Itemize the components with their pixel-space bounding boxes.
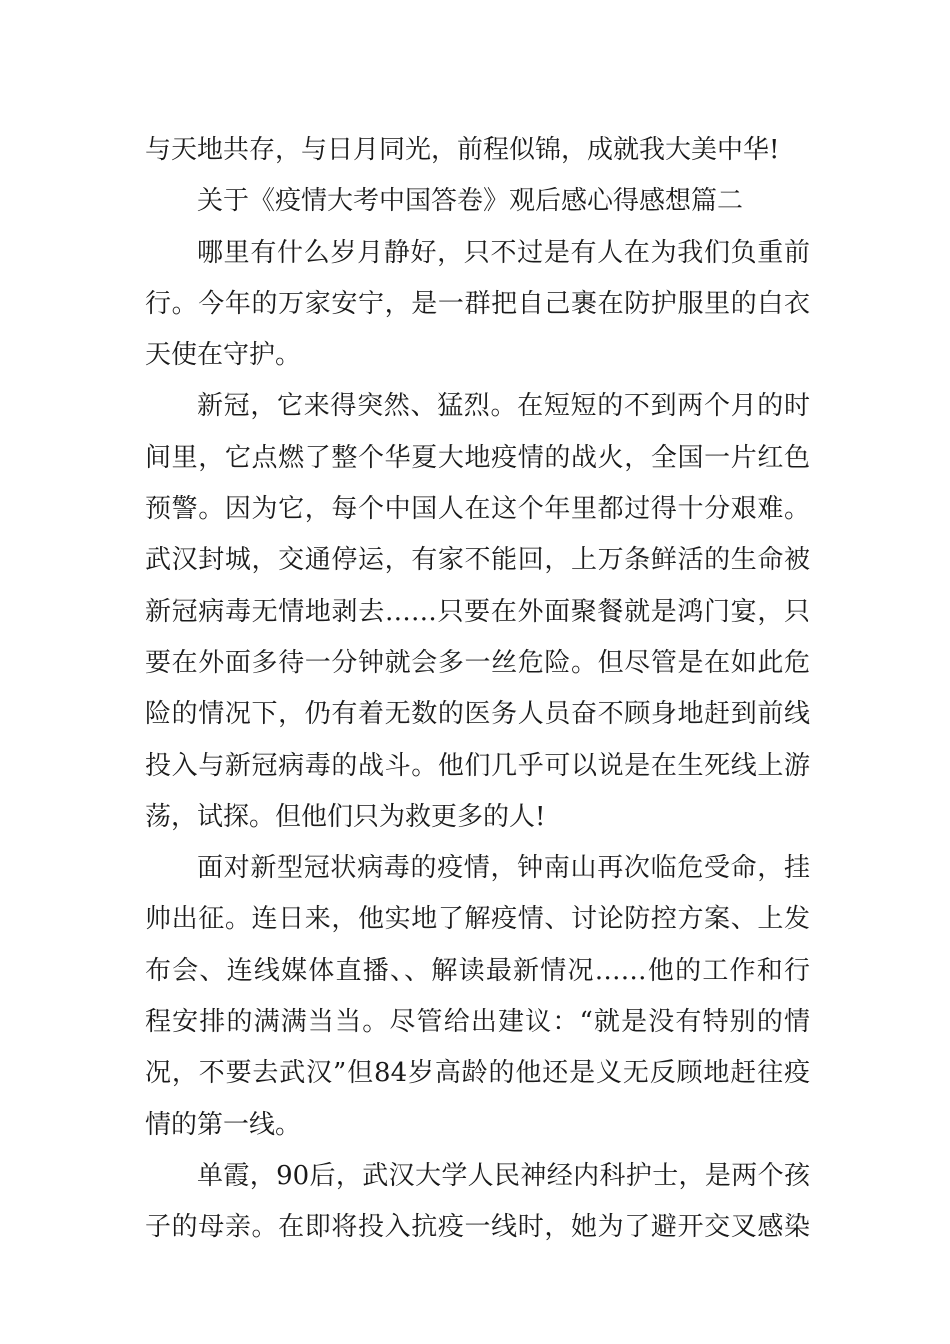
text-line: 况，不要去武汉”但84岁高龄的他还是义无反顾地赶往疫 [145,1058,810,1089]
text-line: 行。今年的万家安宁，是一群把自己裹在防护服里的白衣 [145,288,810,319]
text-line: 新冠病毒无情地剥去……只要在外面聚餐就是鸿门宴，只 [145,596,810,627]
section-heading: 关于《疫情大考中国答卷》观后感心得感想篇二 [197,186,744,217]
text-line: 荡，试探。但他们只为救更多的人! [145,801,546,832]
text-line: 子的母亲。在即将投入抗疫一线时，她为了避开交叉感染 [145,1212,810,1243]
text-line: 投入与新冠病毒的战斗。他们几乎可以说是在生死线上游 [145,750,810,781]
text-line: 单霞，90后，武汉大学人民神经内科护士，是两个孩 [197,1160,810,1191]
text-line: 布会、连线媒体直播、、解读最新情况……他的工作和行 [145,955,810,986]
text-line: 情的第一线。 [145,1109,302,1140]
text-line: 程安排的满满当当。尽管给出建议：“就是没有特别的情 [145,1007,810,1038]
text-line: 武汉封城，交通停运，有家不能回，上万条鲜活的生命被 [145,545,810,576]
text-line: 帅出征。连日来，他实地了解疫情、讨论防控方案、上发 [145,904,810,935]
document-body [145,125,810,1254]
text-line: 哪里有什么岁月静好，只不过是有人在为我们负重前 [197,237,810,268]
text-line: 天使在守护。 [145,340,302,371]
text-line: 新冠，它来得突然、猛烈。在短短的不到两个月的时 [197,391,810,422]
text-line: 间里，它点燃了整个华夏大地疫情的战火，全国一片红色 [145,442,810,473]
text-line: 要在外面多待一分钟就会多一丝危险。但尽管是在如此危 [145,647,810,678]
text-line: 预警。因为它，每个中国人在这个年里都过得十分艰难。 [145,494,810,525]
text-line: 险的情况下，仍有着无数的医务人员奋不顾身地赶到前线 [145,699,810,730]
text-line: 与天地共存，与日月同光，前程似锦，成就我大美中华! [145,135,780,165]
text-line: 面对新型冠状病毒的疫情，钟南山再次临危受命，挂 [197,853,810,884]
